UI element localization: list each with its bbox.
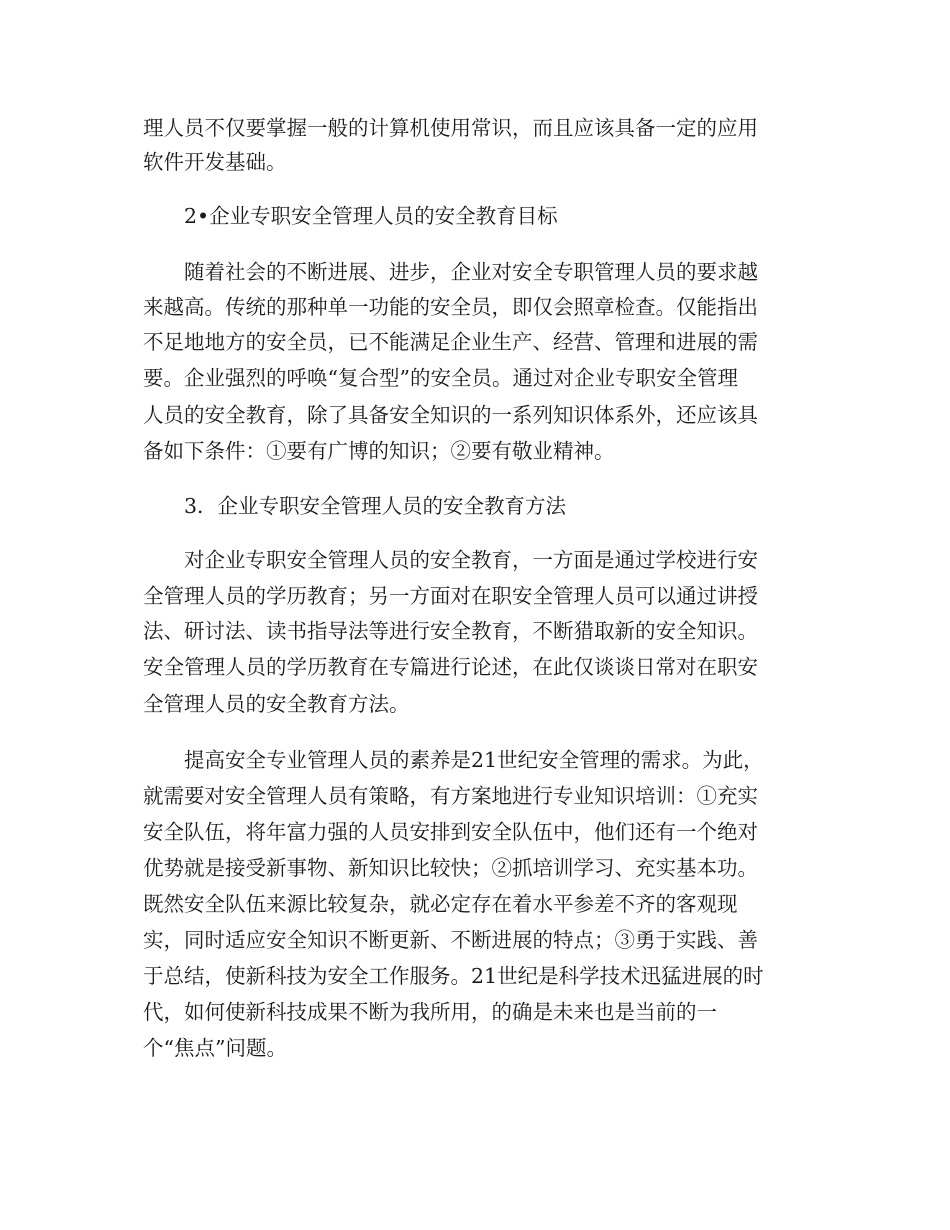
body-text-line: 于总结，使新科技为安全工作服务。21世纪是科学技术迅猛进展的时: [143, 964, 764, 988]
body-text-line: 代，如何使新科技成果不断为我所用，的确是未来也是当前的一: [143, 1000, 717, 1024]
body-text-line: 理人员不仅要掌握一般的计算机使用常识，而且应该具备一定的应用: [143, 116, 758, 140]
body-text-line: 不足地地方的安全员，已不能满足企业生产、经营、管理和进展的需: [143, 330, 758, 354]
body-text-line: 备如下条件：①要有广博的知识；②要有敬业精神。: [143, 439, 615, 463]
body-text-line: 安全队伍，将年富力强的人员安排到安全队伍中，他们还有一个绝对: [143, 820, 758, 844]
body-text-line: 既然安全队伍来源比较复杂，就必定存在着水平参差不齐的客观现: [143, 892, 738, 916]
body-text-line: 随着社会的不断进展、进步，企业对安全专职管理人员的要求越: [184, 260, 758, 284]
section-heading: 3．企业专职安全管理人员的安全教育方法: [184, 494, 567, 518]
body-text-line: 提高安全专业管理人员的素养是21世纪安全管理的需求。为此，: [184, 748, 764, 772]
body-text-line: 全管理人员的学历教育；另一方面对在职安全管理人员可以通过讲授: [143, 584, 758, 608]
section-heading: 2•企业专职安全管理人员的安全教育目标: [184, 204, 558, 228]
body-text-line: 实，同时适应安全知识不断更新、不断进展的特点；③勇于实践、善: [143, 928, 758, 952]
body-text-line: 对企业专职安全管理人员的安全教育，一方面是通过学校进行安: [184, 548, 758, 572]
body-text-line: 安全管理人员的学历教育在专篇进行论述，在此仅谈谈日常对在职安: [143, 655, 758, 679]
body-text-line: 软件开发基础。: [143, 150, 287, 174]
body-text-line: 个“焦点”问题。: [143, 1036, 287, 1060]
body-text-line: 来越高。传统的那种单一功能的安全员，即仅会照章检查。仅能指出: [143, 295, 758, 319]
body-text-line: 要。企业强烈的呼唤“复合型”的安全员。通过对企业专职安全管理: [143, 366, 738, 390]
body-text-line: 优势就是接受新事物、新知识比较快；②抓培训学习、充实基本功。: [143, 856, 758, 880]
body-text-line: 就需要对安全管理人员有策略，有方案地进行专业知识培训：①充实: [143, 784, 758, 808]
body-text-line: 人员的安全教育，除了具备安全知识的一系列知识体系外，还应该具: [143, 403, 758, 427]
body-text-line: 法、研讨法、读书指导法等进行安全教育，不断猎取新的安全知识。: [143, 619, 758, 643]
body-text-line: 全管理人员的安全教育方法。: [143, 692, 410, 716]
